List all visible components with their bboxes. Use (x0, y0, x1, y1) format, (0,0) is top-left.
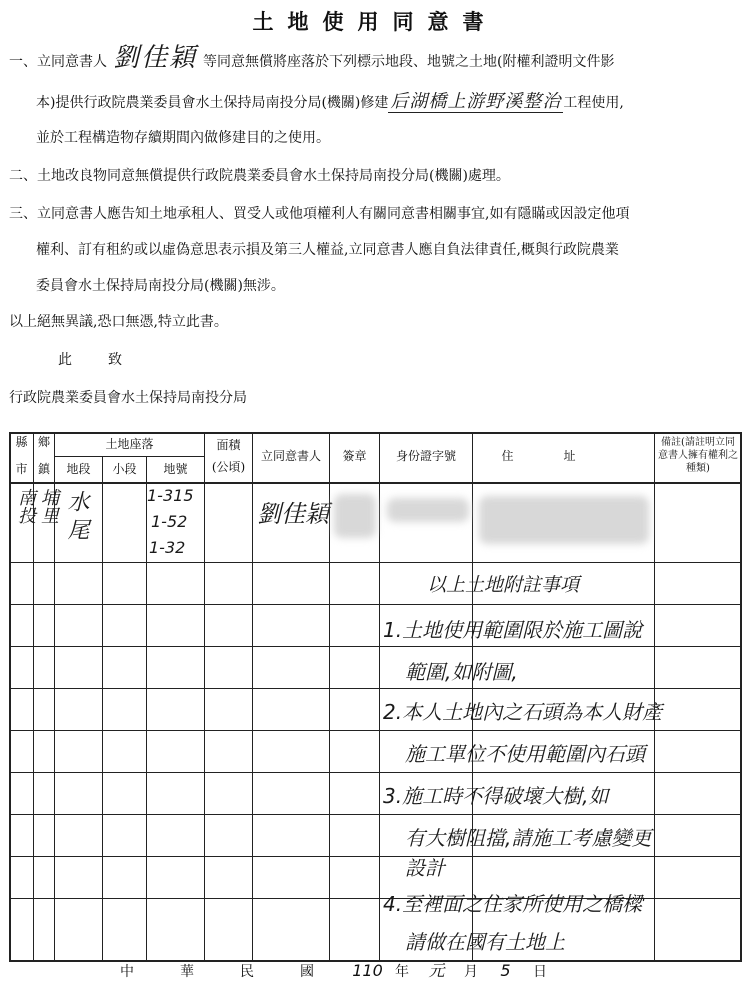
date-month-label: 月 (464, 964, 478, 980)
note-heading: 以上土地附註事項 (427, 574, 580, 596)
row-lot-3: 1-32 (149, 538, 186, 557)
header-town-2: 鎮 (37, 462, 50, 476)
date-year-label: 年 (395, 964, 409, 980)
date-day-label: 日 (533, 964, 547, 980)
note-line-2: 範圍,如附圖, (405, 660, 518, 684)
header-consenter: 立同意書人 (260, 449, 321, 463)
clause-1-line-2-suffix: 工程使用, (563, 95, 624, 111)
clause-3-line-3: 委員會水土保持局南投分局(機關)無涉。 (36, 278, 285, 294)
clause-1-mid: 等同意無償將座落於下列標示地段、地號之土地(附權利證明文件影 (203, 54, 615, 70)
signer-signature: 劉佳穎 (113, 43, 198, 73)
date-month: 元 (428, 961, 445, 980)
header-area: 面積 (216, 438, 241, 452)
redacted-id-number (387, 498, 469, 522)
date-era-2: 華 (180, 964, 194, 980)
note-line-1: 1.土地使用範圍限於施工圖說 (383, 618, 643, 642)
date-year: 110 (352, 961, 383, 980)
redacted-seal (334, 494, 376, 538)
date-line (120, 958, 547, 981)
header-subsection: 小段 (112, 462, 137, 476)
clause-1-prefix: 一、立同意書人 (9, 54, 107, 70)
date-day: 5 (500, 961, 511, 980)
land-table (9, 432, 742, 962)
note-line-9: 請做在國有土地上 (405, 930, 565, 954)
header-seal: 簽章 (342, 449, 367, 463)
salutation: 此致 (58, 352, 158, 368)
clause-1-line-2 (36, 92, 624, 113)
clause-1-line-2-prefix: 本)提供行政院農業委員會水土保持局南投分局(機關)修建 (36, 95, 389, 111)
clause-3-line-1: 三、立同意書人應告知土地承租人、買受人或他項權利人有關同意書相關事宜,如有隱瞞或因設定他項 (9, 206, 630, 222)
clause-2: 二、土地改良物同意無償提供行政院農業委員會水土保持局南投分局(機關)處理。 (9, 168, 510, 184)
header-section: 地段 (66, 462, 91, 476)
row-lot-2: 1-52 (151, 512, 188, 531)
header-lot: 地號 (163, 462, 188, 476)
header-county: 縣 (15, 435, 28, 449)
note-line-7: 設計 (405, 856, 445, 880)
note-line-6: 有大樹阻擋,請施工考慮變更 (405, 826, 652, 850)
note-line-5: 3.施工時不得破壞大樹,如 (383, 784, 609, 808)
note-line-8: 4.至裡面之住家所使用之橋樑 (383, 892, 643, 916)
header-county-2: 市 (15, 462, 28, 476)
header-id-number: 身份證字號 (395, 449, 456, 463)
clause-3-line-2: 權利、訂有租約或以虛偽意思表示損及第三人權益,立同意書人應自負法律責任,概與行政院農業 (36, 242, 619, 258)
recipient: 行政院農業委員會水土保持局南投分局 (9, 390, 247, 406)
document-title: 土地使用同意書 (252, 9, 498, 34)
row-town: 埔里 (38, 488, 59, 524)
header-town: 鄉 (37, 435, 50, 449)
clause-1-line-3: 並於工程構造物存續期間內做修建目的之使用。 (36, 130, 330, 146)
redacted-address (479, 496, 649, 544)
header-note: 備註(請註明立同意書人擁有權利之種類) (658, 437, 738, 474)
date-era-3: 民 (240, 964, 254, 980)
row-section: 水尾 (64, 490, 89, 546)
date-era-1: 中 (120, 964, 134, 980)
header-area-unit: (公頃) (211, 460, 246, 474)
note-line-3: 2.本人土地內之石頭為本人財產 (383, 700, 663, 724)
note-line-4: 施工單位不使用範圍內石頭 (405, 742, 645, 766)
row-consenter: 劉佳穎 (257, 500, 329, 528)
row-lot-1: 1-315 (147, 486, 194, 505)
row-county: 南投 (15, 488, 36, 524)
closing-statement: 以上絕無異議,恐口無憑,特立此書。 (9, 314, 228, 330)
header-land-location: 土地座落 (105, 437, 154, 451)
date-era-4: 國 (300, 964, 314, 980)
header-address: 住址 (501, 449, 626, 463)
project-name-handwritten: 后湖橋上游野溪整治 (390, 91, 562, 112)
clause-1-line-1 (9, 43, 615, 73)
